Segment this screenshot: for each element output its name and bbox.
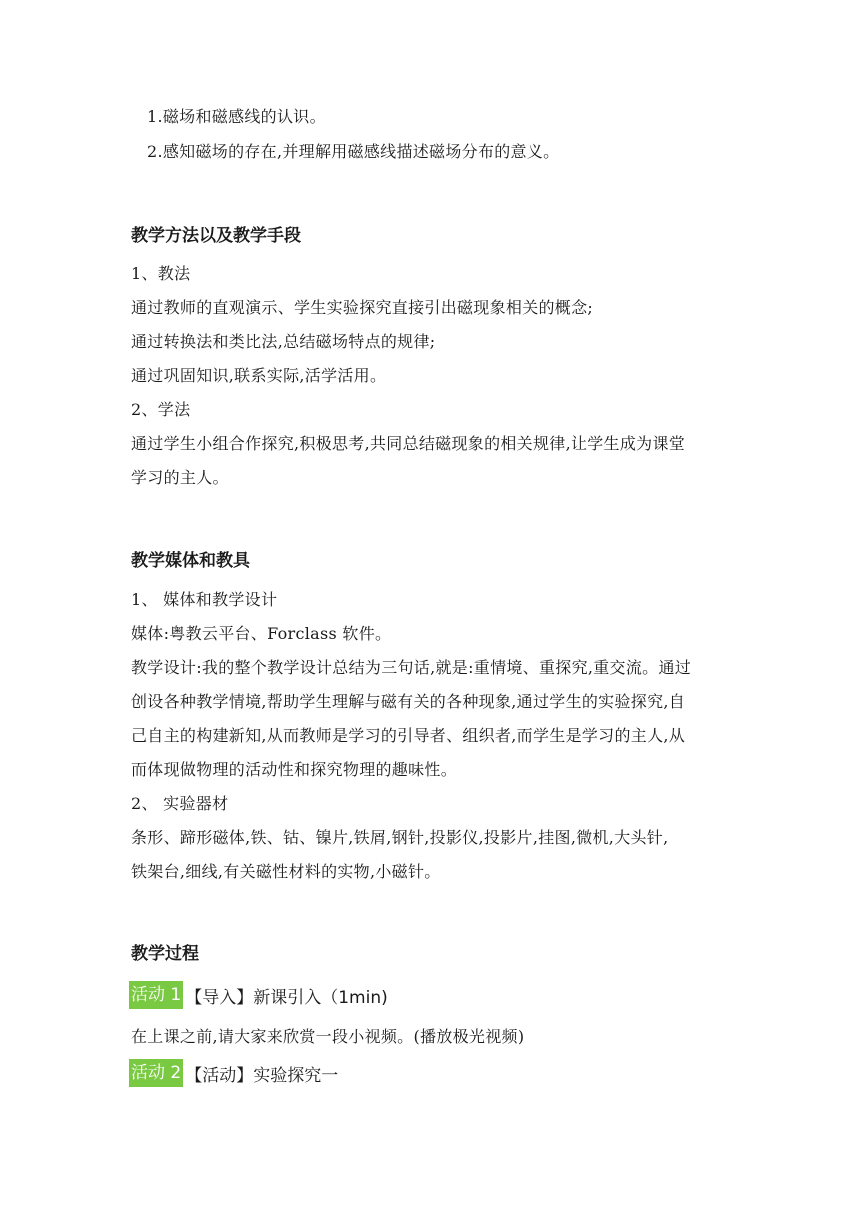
media-line: 媒体:粤教云平台、Forclass 软件。 xyxy=(131,624,392,643)
activity-1-text: 在上课之前,请大家来欣赏一段小视频。(播放极光视频) xyxy=(131,1027,525,1046)
activity-tag: 活动 2 xyxy=(129,1059,183,1087)
activity-tag: 活动 1 xyxy=(129,981,183,1009)
media-line: 己自主的构建新知,从而教师是学习的引导者、组织者,而学生是学习的主人,从 xyxy=(131,726,686,745)
methods-line: 1、教法 xyxy=(131,264,191,283)
objective-item-2: 2.感知磁场的存在,并理解用磁感线描述磁场分布的意义。 xyxy=(147,142,560,161)
media-line: 铁架台,细线,有关磁性材料的实物,小磁针。 xyxy=(131,862,441,881)
media-line: 教学设计:我的整个教学设计总结为三句话,就是:重情境、重探究,重交流。通过 xyxy=(131,658,692,677)
methods-line: 通过教师的直观演示、学生实验探究直接引出磁现象相关的概念; xyxy=(131,298,594,317)
media-line: 条形、蹄形磁体,铁、钴、镍片,铁屑,钢针,投影仪,投影片,挂图,微机,大头针, xyxy=(131,828,669,847)
methods-line: 通过巩固知识,联系实际,活学活用。 xyxy=(131,366,387,385)
activity-title: 【活动】实验探究一 xyxy=(185,1065,339,1086)
activity-1-header xyxy=(129,981,388,1009)
media-line: 创设各种教学情境,帮助学生理解与磁有关的各种现象,通过学生的实验探究,自 xyxy=(131,692,686,711)
section-heading-process: 教学过程 xyxy=(131,944,199,964)
section-heading-media: 教学媒体和教具 xyxy=(131,551,250,571)
section-heading-methods: 教学方法以及教学手段 xyxy=(131,226,301,246)
methods-line: 通过学生小组合作探究,积极思考,共同总结磁现象的相关规律,让学生成为课堂 xyxy=(131,434,686,453)
methods-line: 学习的主人。 xyxy=(131,468,229,487)
media-line: 2、 实验器材 xyxy=(131,794,229,813)
media-line: 而体现做物理的活动性和探究物理的趣味性。 xyxy=(131,760,458,779)
media-line: 1、 媒体和教学设计 xyxy=(131,590,278,609)
activity-2-header xyxy=(129,1059,338,1087)
objective-item-1: 1.磁场和磁感线的认识。 xyxy=(147,107,326,126)
activity-title: 【导入】新课引入（1min) xyxy=(185,987,388,1008)
methods-line: 通过转换法和类比法,总结磁场特点的规律; xyxy=(131,332,436,351)
methods-line: 2、学法 xyxy=(131,400,191,419)
